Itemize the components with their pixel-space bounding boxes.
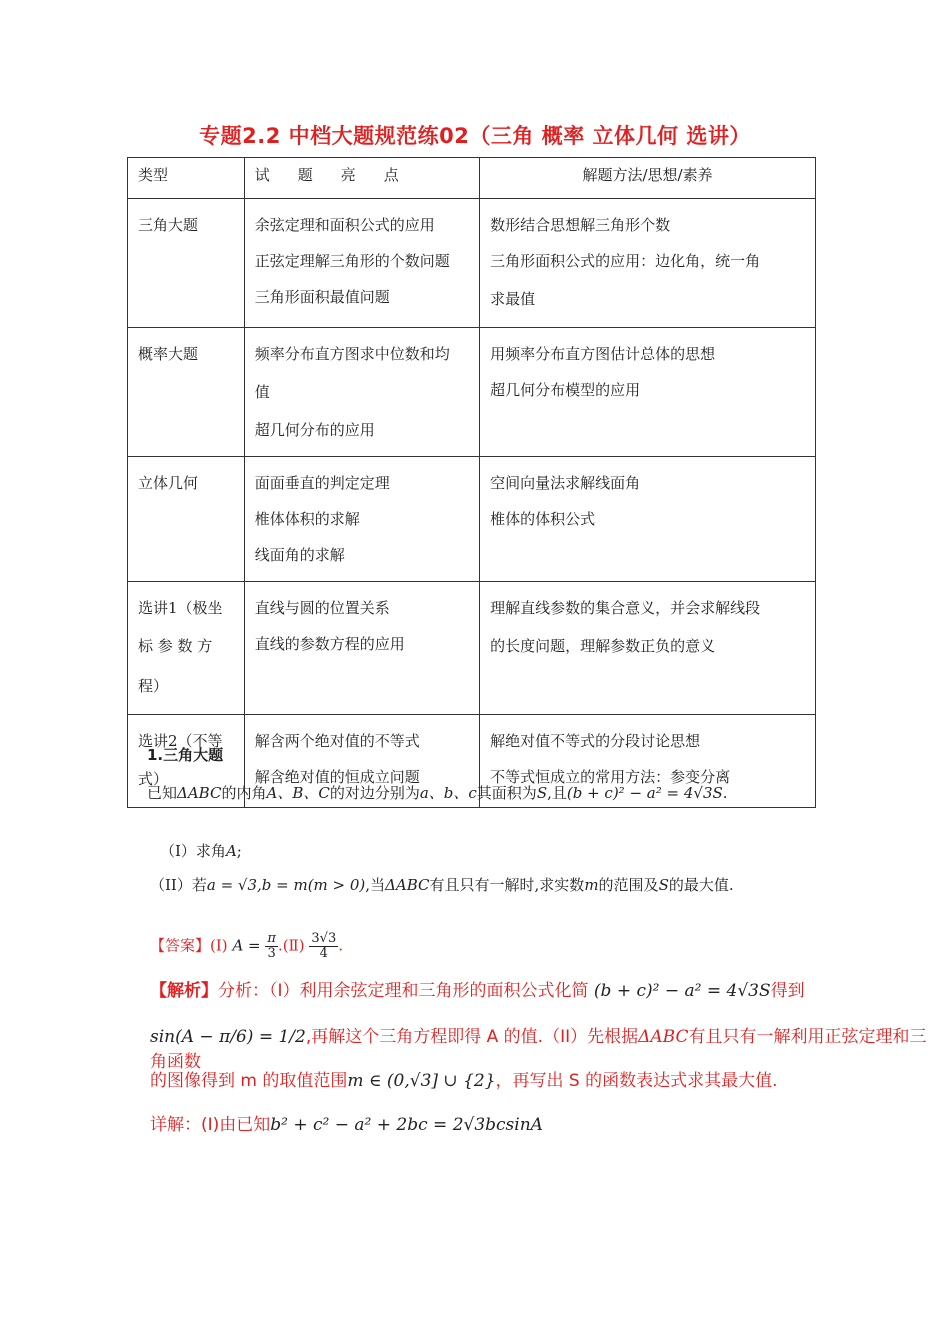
analysis-line-2: sin(A − π/6) = 1/2,再解这个三角方程即得 A 的值.（II）先根据ΔABC有且只有一解利用正弦定理和三角函数 (150, 1027, 927, 1072)
cell-highlights: 解含两个绝对值的不等式 解含绝对值的恒成立问题 (244, 715, 479, 808)
cell-methods: 空间向量法求解线面角 椎体的体积公式 (480, 457, 816, 582)
table-row (128, 199, 816, 328)
analysis-line-3: 的图像得到 m 的取值范围m ∈ (0,√3] ∪ {2}，再写出 S 的函数表达式求其最大值. (150, 1071, 778, 1091)
cell-type: 概率大题 (128, 328, 245, 457)
header-highlights: 试题亮点 (244, 158, 479, 199)
cell-type: 选讲1（极坐 标 参 数 方 程） (128, 582, 245, 715)
table-header-row (128, 158, 816, 199)
header-type: 类型 (128, 158, 245, 199)
question-part-1: （Ⅰ）求角A; (160, 842, 242, 860)
cell-methods: 解绝对值不等式的分段讨论思想 不等式恒成立的常用方法：参变分离 (480, 715, 816, 808)
cell-highlights: 面面垂直的判定定理 椎体体积的求解 线面角的求解 (244, 457, 479, 582)
cell-type: 立体几何 (128, 457, 245, 582)
problem-statement: 已知ΔABC的内角A、B、C的对边分别为a、b、c其面积为S,且(b + c)² − a² = 4√3S. (147, 784, 728, 802)
answer-label: 【答案】 (150, 936, 211, 955)
cell-highlights: 直线与圆的位置关系 直线的参数方程的应用 (244, 582, 479, 715)
section-heading: 1.三角大题 (147, 746, 224, 764)
analysis-line-4: 详解：(Ⅰ)由已知b² + c² − a² + 2bc = 2√3bcsinA (150, 1115, 543, 1135)
fraction-max-area: $\frac{3√3}{4}$ (311, 931, 337, 961)
table-row (128, 582, 816, 715)
cell-type: 三角大题 (128, 199, 245, 328)
table-row (128, 457, 816, 582)
cell-methods: 数形结合思想解三角形个数 三角形面积公式的应用：边化角，统一角 求最值 (480, 199, 816, 328)
answer-line: 【答案】(Ⅰ) A = $\frac{\pi}{3}$ .(Ⅱ) $\frac{3√3}{4}$ . (150, 931, 343, 961)
fraction-pi-over-3: $\frac{\pi}{3}$ (267, 931, 276, 961)
header-methods: 解题方法/思想/素养 (480, 158, 816, 199)
cell-highlights: 频率分布直方图求中位数和均 值 超几何分布的应用 (244, 328, 479, 457)
summary-table (127, 157, 816, 808)
cell-methods: 用频率分布直方图估计总体的思想 超几何分布模型的应用 (480, 328, 816, 457)
page-title: 专题2.2 中档大题规范练02（三角 概率 立体几何 选讲） (199, 124, 751, 148)
analysis-line-1: 【解析】分析：（Ⅰ）利用余弦定理和三角形的面积公式化简 (b + c)² − a² = 4√3S得到 (150, 981, 805, 1001)
cell-highlights: 余弦定理和面积公式的应用 正弦定理解三角形的个数问题 三角形面积最值问题 (244, 199, 479, 328)
table-row (128, 328, 816, 457)
cell-type: 选讲2（不等 式） (128, 715, 245, 808)
cell-methods: 理解直线参数的集合意义，并会求解线段 的长度问题，理解参数正负的意义 (480, 582, 816, 715)
question-part-2: （II）若a = √3,b = m(m > 0),当ΔABC有且只有一解时,求实数m的范围及S的最大值. (150, 876, 734, 894)
